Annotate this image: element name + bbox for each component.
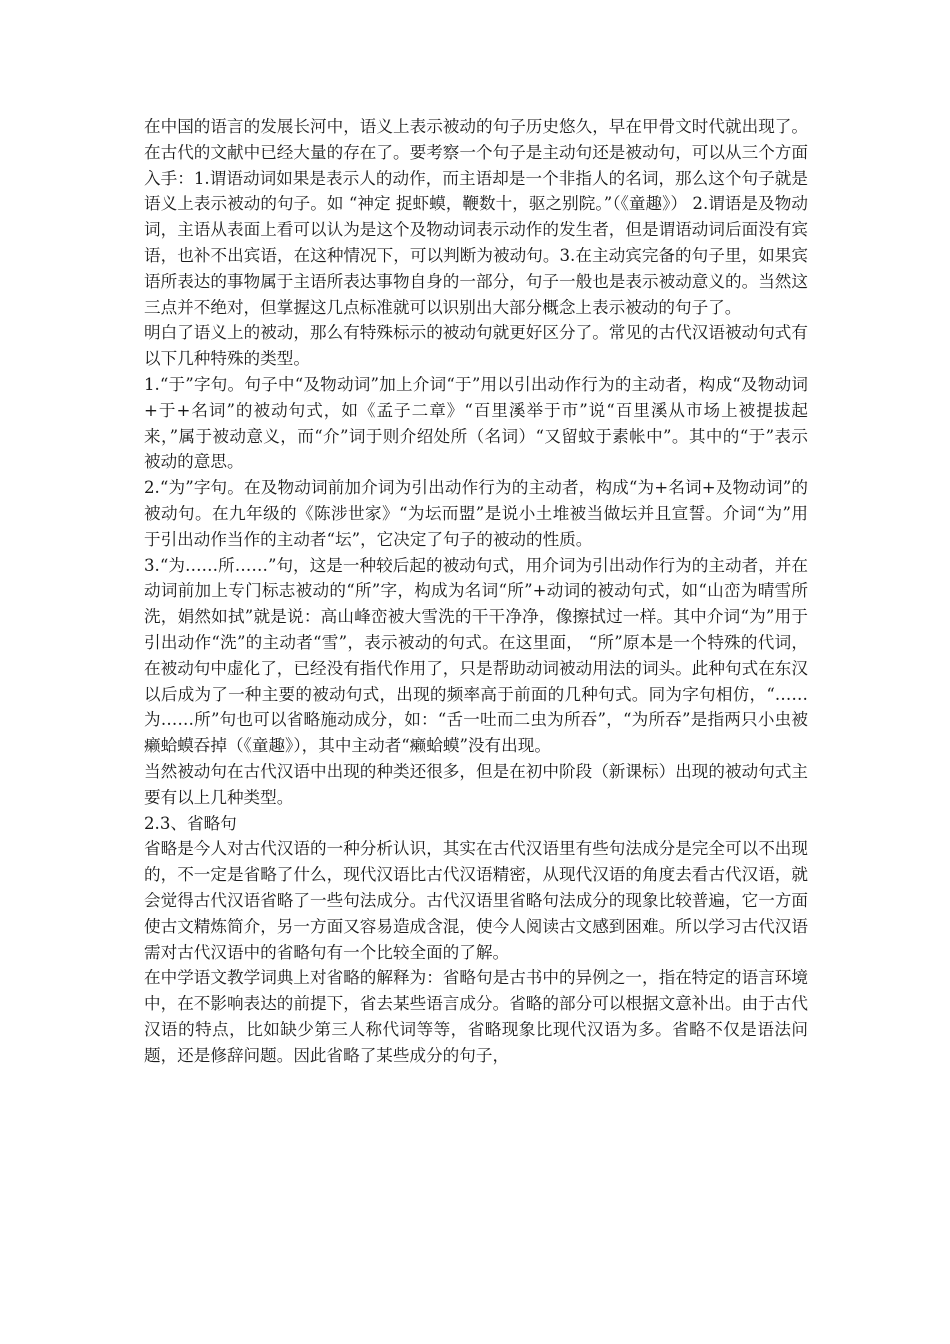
paragraph-omission-intro: 省略是今人对古代汉语的一种分析认识，其实在古代汉语里有些句法成分是完全可以不出现的，不一定是省略了什么，现代汉语比古代汉语精密，从现代汉语的角度去看古代汉语，就会觉得古代汉语省略了一些句法成分。古代汉语里省略句法成分的现象比较普遍，它一方面使古文精炼简介，另一方面又容易造成含混，使今人阅读古文感到困难。所以学习古代汉语需对古代汉语中的省略句有一个比较全面的了解。 [144,839,808,962]
paragraph-passive-summary: 当然被动句在古代汉语中出现的种类还很多，但是在初中阶段（新课标）出现的被动句式主要有以上几种类型。 [144,761,808,807]
paragraph-wei-suo-passive: 3.“为……所……”句，这是一种较后起的被动句式，用介词为引出动作行为的主动者，并在动词前加上专门标志被动的“所”字，构成为名词“所”+动词的被动句式，如“山峦为晴雪所洗，娟然如拭”就是说：高山峰峦被大雪洗的干干净净，像擦拭过一样。其中介词“为”用于引出动作“洗”的主动者“雪”，表示被动的句式。在这里面， “所”原本是一个特殊的代词，在被动句中虚化了，已经没有指代作用了，只是帮助动词被动用法的词头。此种句式在东汉以后成为了一种主要的被动句式，出现的频率高于前面的几种句式。同为字句相仿，“……为……所”句也可以省略施动成分，如：“舌一吐而二虫为所吞”，“为所吞”是指两只小虫被癞蛤蟆吞掉（《童趣》），其中主动者“癞蛤蟆”没有出现。 [144,555,808,756]
document-page [144,114,808,1068]
paragraph-semantic-passive: 在中国的语言的发展长河中，语义上表示被动的句子历史悠久，早在甲骨文时代就出现了。在古代的文献中已经大量的存在了。要考察一个句子是主动句还是被动句，可以从三个方面入手：1.谓语动词如果是表示人的动作，而主语却是一个非指人的名词，那么这个句子就是语义上表示被动的句子。如 “神定 捉虾蟆，鞭数十，驱之别院。”（《童趣》） 2.谓语是及物动词，主语从表面上看可以认为是这个及物动词表示动作的发生者，但是谓语动词后面没有宾语，也补不出宾语，在这种情况下，可以判断为被动句。3.在主动宾完备的句子里，如果宾语所表达的事物属于主语所表达事物自身的一部分，句子一般也是表示被动意义的。当然这三点并不绝对，但掌握这几点标准就可以识别出大部分概念上表示被动的句子了。 [144,117,808,317]
section-heading: 2.3、省略句 [144,813,237,833]
paragraph-yu-passive: 1.“于”字句。句子中“及物动词”加上介词“于”用以引出动作行为的主动者，构成“及物动词+于+名词”的被动句式，如《孟子二章》“百里溪举于市”说“百里溪从市场上被提拔起来，”属于被动意义，而“介”词于则介绍处所（名词）“又留蚊于素帐中”。其中的“于”表示被动的意思。 [144,374,808,472]
paragraph-marked-passive-intro: 明白了语义上的被动，那么有特殊标示的被动句就更好区分了。常见的古代汉语被动句式有以下几种特殊的类型。 [144,323,808,369]
paragraph-omission-definition: 在中学语文教学词典上对省略的解释为：省略句是古书中的异例之一，指在特定的语言环境中，在不影响表达的前提下，省去某些语言成分。省略的部分可以根据文意补出。由于古代汉语的特点，比如缺少第三人称代词等等，省略现象比现代汉语为多。省略不仅是语法问题，还是修辞问题。因此省略了某些成分的句子， [144,968,808,1065]
paragraph-wei-passive: 2.“为”字句。在及物动词前加介词为引出动作行为的主动者，构成“为+名词+及物动词”的被动句。在九年级的《陈涉世家》“为坛而盟”是说小土堆被当做坛并且宣誓。介词“为”用于引出动作当作的主动者“坛”，它决定了句子的被动的性质。 [144,478,808,549]
